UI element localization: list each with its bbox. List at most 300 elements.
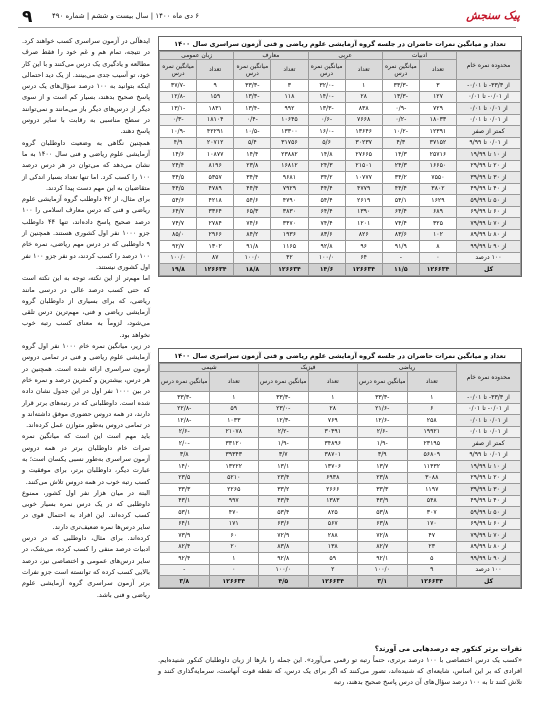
column-header-subject: ریاضی <box>358 364 457 372</box>
table-cell: -۰/۳ <box>160 114 197 126</box>
table-cell: ۳/۸ <box>160 576 210 588</box>
column-header-count: تعداد <box>419 60 456 80</box>
table-cell: -۳۲/۰ <box>308 80 345 92</box>
table-cell: ۱۸/۸ <box>234 264 271 276</box>
table-cell: ۰ <box>209 564 259 576</box>
table-cell: ۴۷۸۹ <box>197 183 234 195</box>
table-cell: ۱۵۹ <box>197 91 234 103</box>
table-cell: -۰/۴ <box>234 114 271 126</box>
table-row <box>160 564 521 576</box>
section-body: «کسب یک درس اختصاصی با ۱۰۰ درصد برتری، حتماً رتبه تو رقمی می‌آورد». این جمله را بارها از زبان داوطلبان کنکور شنیده‌ایم. افرادی که بر این اساس، شایعه‌ای که شنیده‌اند، تصور می‌کنند که اگر برای یک درس، که نقطه قوت آنهاست، سرمایه‌گذاری کنند و تلاش کنند تا به ۱۰۰ درصد سؤال‌های آن درس پاسخ صحیح بدهند، رتبه <box>158 656 522 686</box>
table-row <box>160 91 521 103</box>
table-cell: ۴/۹ <box>160 137 197 149</box>
table-cell: ۲۲۶۵ <box>209 484 259 496</box>
table-row <box>160 403 521 415</box>
table-cell: ۱۰۷۷۷ <box>345 172 382 184</box>
table-cell: ۹۲/۸ <box>259 553 309 565</box>
data-table <box>159 363 521 588</box>
row-range-cell: از ۰/۰۱- تا ۰/۰۱ <box>457 91 521 103</box>
table-cell: ۴۳/۹ <box>358 495 408 507</box>
table-cell: ۲۷۶۶۵ <box>345 149 382 161</box>
page-header <box>0 6 534 28</box>
table-row <box>160 495 521 507</box>
table-row <box>160 438 521 450</box>
table-title: تعداد و میانگین نمرات حاضران در جلسه گروه آزمایشی علوم ریاضی و فنی آزمون سراسری سال ۱۴۰۰ <box>159 349 521 363</box>
table-cell: ۲۴/۴ <box>160 160 197 172</box>
table-cell: ۹۲/۱ <box>358 553 408 565</box>
table-cell: -۳۳/۳ <box>160 392 210 404</box>
table-cell: ۴۳/۴ <box>259 495 309 507</box>
table-cell: - <box>160 564 210 576</box>
table-cell: ۳۴/۴ <box>234 172 271 184</box>
table-cell: ۱۴/۴ <box>234 149 271 161</box>
table-cell: ۸۲۵ <box>308 507 358 519</box>
table-cell: ۱۰۰/۰ <box>358 564 408 576</box>
table-cell: ۰ <box>419 252 456 264</box>
table-cell: ۲۸ <box>308 403 358 415</box>
table-row <box>160 426 521 438</box>
table-cell: ۲۰ <box>209 541 259 553</box>
column-paragraph: البته در میان هزار نفر اول کشور، ممنوع داوطلبی که در یک درس نمره بسیار خوبی کسب کرده‌اند. این افراد به احتمال قوی در سایر درس‌ها نمره ضعیف‌تری دارند. <box>22 488 150 531</box>
row-range-cell: کل <box>457 264 521 276</box>
table-cell: ۵/۶ <box>308 137 345 149</box>
row-range-cell: از ۵۰ تا ۵۹/۹۹ <box>457 507 521 519</box>
row-range-cell: از ۵۰ تا ۵۹/۹۹ <box>457 195 521 207</box>
table-cell: ۷۲/۹ <box>259 530 309 542</box>
table-cell: -۱۴/۰ <box>308 91 345 103</box>
table-cell: ۳۳/۳ <box>160 484 210 496</box>
table-cell: -۱۲/۳ <box>259 415 309 427</box>
table-cell: ۵۴۸ <box>407 495 457 507</box>
table-cell: ۶۴/۱ <box>160 518 210 530</box>
table-cell: ۴۴/۵ <box>160 183 197 195</box>
table-cell: ۳۳/۲ <box>259 484 309 496</box>
table-cell: ۱۳۸ <box>308 541 358 553</box>
table-cell: ۱۳۷۰۶ <box>308 461 358 473</box>
table-cell: ۳۳/۳ <box>358 484 408 496</box>
table-cell: ۸۵/۰ <box>160 229 197 241</box>
table-cell: ۱۰۸۷۷ <box>197 149 234 161</box>
table-cell: ۷۴/۴ <box>382 218 419 230</box>
table-cell: -۰/۶ <box>308 114 345 126</box>
table-cell: ۱۴/۰ <box>160 461 210 473</box>
table-row <box>160 541 521 553</box>
table-cell: ۵ <box>407 553 457 565</box>
table-cell: ۹ <box>407 564 457 576</box>
table-cell: ۲۳/۵ <box>160 472 210 484</box>
column-paragraph: ایدهآلی در آزمون سراسری کسب خواهند کرد. در نتیجه، تمام هم و غم خود را فقط صرف مطالعه و یادگیری یک درس می‌کنند و با این کار خود، تو آسیب جدی می‌بینند. از یک دید احتمالی اینکه بتوانید به ۱۰۰ درصد سؤال‌های یک درس پاسخ صحیح بدهند، بسیار کم است و از سوی دیگر از درس‌های دیگر باز می‌مانند و نمی‌توانند در سطح مناسبی به رقابت با سایر دروس پاسخ دهند. <box>22 37 151 136</box>
table-cell: ۳۴/۲ <box>382 172 419 184</box>
table-cell: -۱۳/۱ <box>160 103 197 115</box>
row-range-cell: ۱۰۰ درصد <box>457 252 521 264</box>
table-cell: ۱۰۳۳ <box>209 415 259 427</box>
table-cell: ۱۴/۸ <box>308 149 345 161</box>
row-range-cell: از ۸۰ تا ۸۹/۹۹ <box>457 229 521 241</box>
table-cell: ۱۰۰/۰ <box>234 252 271 264</box>
table-cell: ۸۷ <box>197 252 234 264</box>
table-cell: -۲/۰ <box>160 438 210 450</box>
table-cell: ۲۳/۸ <box>234 160 271 172</box>
table-cell: -۳۳/۳ <box>234 80 271 92</box>
table-cell: ۷۹۲۹ <box>271 183 308 195</box>
table-cell: ۳ <box>271 80 308 92</box>
table-math-physics-chemistry <box>158 348 522 589</box>
table-row <box>160 461 521 473</box>
table-row <box>160 183 521 195</box>
table-cell: -۳۳/۳ <box>259 392 309 404</box>
column-paragraph: در زیر، میانگین نمره خام ۱۰۰۰ نفر اول گروه آزمایشی علوم ریاضی و فنی در تمامی دروس آزمون سراسری ارائه شده است. همچنین در هر درس، بیشترین و کمترین درصد و نمره خام در بین ۱۰۰۰ نفر اول در این جدول نشان داده شده است. داوطلبانی که در رتبه‌های برتر قرار دارند، در همه دروس حضوری موفق داشته‌اند و در تمامی دروس به‌طور متوازن عمل کرده‌اند. <box>22 342 150 430</box>
table-cell: ۴۴/۴ <box>382 183 419 195</box>
table-cell: ۱۲۳۹۱ <box>419 126 456 138</box>
table-row <box>160 160 521 172</box>
table-literature-arabic-religion-english <box>158 36 522 277</box>
table-cell: ۲۹۶۶ <box>197 229 234 241</box>
table-cell: ۹۱/۹ <box>382 241 419 253</box>
table-cell: ۱۷۰ <box>407 518 457 530</box>
table-row <box>160 80 521 92</box>
table-cell: ۲۸ <box>345 91 382 103</box>
row-range-cell: از ۹۰ تا ۹۹/۹۹ <box>457 553 521 565</box>
table-cell: ۱۲۶۶۳۴ <box>345 264 382 276</box>
table-cell: ۹۲/۸ <box>308 241 345 253</box>
table-cell: ۳۲۵ <box>419 218 456 230</box>
row-range-cell: ۱۰۰ درصد <box>457 564 521 576</box>
table-cell: ۶۴ <box>345 252 382 264</box>
table-cell: ۴۷ <box>407 530 457 542</box>
column-header-average: میانگین نمره درس <box>308 60 345 80</box>
column-paragraph: اما مهم‌تر از این نکته، توجه به این نکته است که حتی کسب درصد عالی در درسی مانند ریاضی، که برای بسیاری از داوطلبان گروه آزمایشی ریاضی و فنی، مهم‌ترین درس تلقی می‌شود، لزوماً به معنای کسب رتبه خوب نخواهد بود. <box>22 274 150 339</box>
table-cell: ۱ <box>209 553 259 565</box>
table-cell: ۳۰۲۳۷ <box>345 137 382 149</box>
table-cell: ۲۷۸۴ <box>197 218 234 230</box>
table-cell: ۷۴/۴ <box>308 218 345 230</box>
column-header-count: تعداد <box>308 372 358 392</box>
table-cell: -۲/۶ <box>160 426 210 438</box>
table-cell: -۱۳/۴ <box>234 103 271 115</box>
table-row <box>160 206 521 218</box>
table-cell: ۵۹ <box>209 403 259 415</box>
table-cell: ۱۲۶۶۳۴ <box>419 264 456 276</box>
table-cell: ۵۴/۴ <box>308 195 345 207</box>
table-cell: -۲/۲ <box>259 426 309 438</box>
table-cell: ۲۱۵۰۱ <box>345 160 382 172</box>
row-range-cell: از ۳۳/۳- تا ۰/۰۱- <box>457 80 521 92</box>
column-paragraph: باید مهم است این است که میانگین نمره تمرات خام داوطلبان برتر در همه دروس آزمون سراسری به‌طور نسبی یکسان است؛ به عبارت دیگر، داوطلبان برتر، برای موفقیت و کسب رتبه خوب در همه دروس تلاش می‌کنند. <box>22 432 150 486</box>
table-cell: ۱۳۶۴۶ <box>345 126 382 138</box>
table-cell: ۱۶۶۵۰ <box>419 160 456 172</box>
table-cell: ۳/۹ <box>358 449 408 461</box>
table-row <box>160 195 521 207</box>
row-range-cell: از ۳۰ تا ۳۹/۹۹ <box>457 484 521 496</box>
table-cell: ۲۳۱۹۵ <box>407 438 457 450</box>
table-cell: ۶۸۹ <box>419 206 456 218</box>
table-row <box>160 114 521 126</box>
table-cell: ۲ <box>308 564 358 576</box>
table-cell: ۷۵۵۰ <box>419 172 456 184</box>
table-cell: ۱ <box>308 392 358 404</box>
table-row <box>160 252 521 264</box>
row-range-cell: از ۸۰ تا ۸۹/۹۹ <box>457 541 521 553</box>
table-row <box>160 472 521 484</box>
table-cell: ۳/۷ <box>259 449 309 461</box>
table-cell: ۳/۱ <box>358 576 408 588</box>
table-row <box>160 149 521 161</box>
table-row <box>160 103 521 115</box>
column-header-subject: معارف <box>234 52 308 60</box>
table-cell: ۴۷۷۹ <box>345 183 382 195</box>
table-cell: ۱۰۶۴۵ <box>271 114 308 126</box>
table-cell: ۳۰۴۹۱ <box>308 426 358 438</box>
table-cell: ۳ <box>419 80 456 92</box>
table-cell: ۱۲۰۱ <box>345 218 382 230</box>
table-cell: ۱۰۲ <box>419 229 456 241</box>
table-cell: -۱۲/۸ <box>160 91 197 103</box>
table-cell: ۵۶۸۰۹ <box>407 449 457 461</box>
table-cell: ۵۴/۱ <box>382 195 419 207</box>
column-paragraph: کرده‌اند. برای مثال، داوطلبی که در درس ادبیات درصد منفی را کسب کرده، می‌شک، در سایر درس‌های عمومی و اختصاصی نیز، درصد بالایی کسب کرده که توانسته است جزو نفرات برتر آزمون سراسری گروه آزمایشی علوم ریاضی و فنی باشد. <box>22 534 150 599</box>
table-cell: ۳۱۷۵۶ <box>271 137 308 149</box>
table-cell: ۶۴/۴ <box>382 206 419 218</box>
left-text-column <box>22 36 150 601</box>
table-cell: ۵۳/۱ <box>160 507 210 519</box>
table-cell: ۱۳۹۰ <box>345 206 382 218</box>
table-cell: ۱۹/۸ <box>160 264 197 276</box>
table-cell: ۱۹۹۲۱ <box>407 426 457 438</box>
table-cell: ۱۲۶۶۳۴ <box>271 264 308 276</box>
table-cell: ۳/۸ <box>160 449 210 461</box>
table-cell: ۳۳۱۲۰ <box>209 438 259 450</box>
row-range-cell: از ۷۰ تا ۷۹/۹۹ <box>457 218 521 230</box>
table-cell: ۵۴/۶ <box>160 195 197 207</box>
column-header-average: میانگین نمره درس <box>160 372 210 392</box>
table-cell: ۶۳/۸ <box>358 518 408 530</box>
table-cell: -۲۱/۶ <box>358 403 408 415</box>
table-row <box>160 518 521 530</box>
table-cell: ۸۱۹۶ <box>197 160 234 172</box>
column-header-average: میانگین نمره درس <box>234 60 271 80</box>
row-range-cell: از ۷۰ تا ۷۹/۹۹ <box>457 530 521 542</box>
table-cell: -۱۲/۶ <box>358 415 408 427</box>
table-cell: ۵۶۷ <box>308 518 358 530</box>
table-cell: ۱۳۰۲ <box>197 241 234 253</box>
row-range-cell: از ۴۰ تا ۴۹/۹۹ <box>457 495 521 507</box>
row-range-cell: کمتر از صفر <box>457 438 521 450</box>
row-range-cell: از ۰/۰۱ تا ۹/۹۹ <box>457 449 521 461</box>
table-cell: ۲۳/۸ <box>358 472 408 484</box>
table-cell: ۷۲/۸ <box>358 530 408 542</box>
row-range-cell: از ۰/۰۱ تا ۰/۰۱ <box>457 426 521 438</box>
table-cell: ۶۴/۷ <box>160 206 197 218</box>
column-header-subject: عربی <box>308 52 382 60</box>
table-cell: ۱۱۴۳۲ <box>407 461 457 473</box>
row-range-cell: از ۰/۰۱ تا ۰/۰۱ <box>457 415 521 427</box>
table-cell: -۳۳/۳ <box>358 392 408 404</box>
table-cell: ۵۳۵۷ <box>197 172 234 184</box>
table-cell: ۶۰ <box>209 530 259 542</box>
table-cell: ۱۶۲۹ <box>419 195 456 207</box>
table-cell: ۱۳/۷ <box>358 461 408 473</box>
table-cell: ۶ <box>407 403 457 415</box>
table-cell: ۸۳/۸ <box>259 541 309 553</box>
table-cell: ۸۳/۶ <box>382 229 419 241</box>
table-cell: ۱۹۳۶ <box>271 229 308 241</box>
column-header-range: محدوده نمره خام <box>457 52 521 80</box>
table-cell: ۱۸۰۳۳ <box>419 114 456 126</box>
table-row <box>160 530 521 542</box>
table-cell: ۴۲ <box>271 252 308 264</box>
table-cell: ۱۳/۱ <box>259 461 309 473</box>
table-cell: ۲۴/۳ <box>382 160 419 172</box>
table-cell: ۳۸۳۰ <box>271 206 308 218</box>
table-cell: ۳۰۷ <box>407 507 457 519</box>
table-cell: ۱۴/۶ <box>308 264 345 276</box>
data-table <box>159 51 521 276</box>
table-row <box>160 241 521 253</box>
table-cell: ۹۲/۴ <box>160 553 210 565</box>
table-cell: ۱۷۱ <box>209 518 259 530</box>
table-cell: ۵۹ <box>308 553 358 565</box>
table-cell: ۳۹۳۴۳ <box>209 449 259 461</box>
table-cell: -۲/۶ <box>358 426 408 438</box>
table-cell: ۶۴/۴ <box>308 206 345 218</box>
table-cell: ۴۲۲۹۱ <box>197 126 234 138</box>
table-cell: ۷۶۶۸ <box>345 114 382 126</box>
column-header-average: میانگین نمره درس <box>382 60 419 80</box>
row-range-cell: از ۱۰ تا ۱۹/۹۹ <box>457 149 521 161</box>
table-cell: ۱۲۶۶۳۴ <box>308 576 358 588</box>
row-range-cell: از ۳۰ تا ۳۹/۹۹ <box>457 172 521 184</box>
row-range-cell: از ۰/۰۱- تا ۰/۰۱ <box>457 403 521 415</box>
column-header-subject: ادبیات <box>382 52 456 60</box>
table-cell: ۲۸۸ <box>308 530 358 542</box>
table-row <box>160 553 521 565</box>
table-cell: ۹۶۸۱ <box>271 172 308 184</box>
table-cell: -۱/۹ <box>259 438 309 450</box>
table-cell: ۲۵۷۱۶ <box>419 149 456 161</box>
row-range-cell: از ۲۰ تا ۲۹/۹۹ <box>457 472 521 484</box>
table-cell: ۱۳۳۰۰ <box>271 126 308 138</box>
question-section <box>158 644 522 688</box>
table-cell: ۵۳/۴ <box>259 507 309 519</box>
table-row <box>160 449 521 461</box>
table-cell: ۲۴/۳ <box>308 160 345 172</box>
table-cell: -۱۳/۳ <box>308 103 345 115</box>
table-cell: ۱۳۸۳ <box>308 495 358 507</box>
table-cell: ۱۳۲۲۲ <box>209 461 259 473</box>
table-title: تعداد و میانگین نمرات حاضران در جلسه گروه آزمایشی علوم ریاضی و فنی آزمون سراسری سال ۱۴۰۰ <box>159 37 521 51</box>
table-cell: ۹۱/۸ <box>234 241 271 253</box>
table-cell: ۴۷۹۰ <box>271 195 308 207</box>
table-cell: ۱۲۷ <box>419 91 456 103</box>
table-cell: ۲۰۷۱۲ <box>197 137 234 149</box>
table-cell: ۱۲۶۶۳۴ <box>197 264 234 276</box>
table-cell: ۵۲۱۰ <box>209 472 259 484</box>
table-cell: ۳۴۷۰ <box>271 218 308 230</box>
table-cell: ۸۳/۶ <box>308 229 345 241</box>
table-cell: ۱۰۰/۰ <box>259 564 309 576</box>
table-cell: ۱۱۸ <box>271 91 308 103</box>
column-header-range: محدوده نمره خام <box>457 364 521 392</box>
row-range-cell: از ۹۰ تا ۹۹/۹۹ <box>457 241 521 253</box>
table-cell: -۱/۹ <box>358 438 408 450</box>
column-header-subject: فیزیک <box>259 364 358 372</box>
table-cell: ۳۷۱۵۲ <box>419 137 456 149</box>
table-cell: ۶۳/۶ <box>259 518 309 530</box>
table-cell: -۱۶/۰ <box>308 126 345 138</box>
column-header-average: میانگین نمره درس <box>358 372 408 392</box>
table-cell: -۳۳/۳ <box>382 80 419 92</box>
table-cell: -۱۰/۹ <box>160 126 197 138</box>
table-row <box>160 392 521 404</box>
table-cell: ۲۱۰۷۸ <box>209 426 259 438</box>
table-cell: ۲۵۸ <box>407 415 457 427</box>
table-cell: ۱۲۶۶۳۴ <box>209 576 259 588</box>
table-cell: -۱۰/۵ <box>234 126 271 138</box>
table-cell: ۱۰۰/۰ <box>160 252 197 264</box>
header-divider <box>18 27 516 28</box>
table-cell: ۱۸۳۱ <box>197 103 234 115</box>
table-cell: ۵۳/۸ <box>358 507 408 519</box>
issue-info: ۶ دی ماه ۱۴۰۰ | سال بیست و ششم | شماره ۴۹۰ <box>52 12 199 20</box>
table-cell: -۲۳/۰ <box>259 403 309 415</box>
column-paragraph: همچنین نگاهی به وضعیت داوطلبان گروه آزمایشی علوم ریاضی و فنی سال ۱۴۰۰ به ما نشان می‌دهد که می‌توان در هر درس درصد ۱۰۰ را کسب کرد. اما تنها تعداد بسیار اندکی از متقاضیان به این مهم دست پیدا کردند. <box>22 138 150 192</box>
table-row <box>160 264 521 276</box>
table-cell: ۸۲/۴ <box>160 541 210 553</box>
table-cell: ۸۴/۲ <box>234 229 271 241</box>
table-cell: ۱۰۰/۰ <box>308 252 345 264</box>
column-paragraph: برای مثال، از ۴۲ داوطلب گروه آزمایشی علوم ریاضی و فنی که درس معارف اسلامی را ۱۰۰ درصد صحیح پاسخ داده‌اند، تنها ۴۴ داوطلب جزو ۱۰۰۰ نفر اول کشوری هستند. همچنین از ۹ داوطلبی که در درس مهم ریاضی، نمره خام ۱۰۰ درصد را کسب کردند، دو نفر جزو ۱۰۰ نفر اول کشوری نیستند. <box>22 195 150 271</box>
table-cell: ۱ <box>209 392 259 404</box>
table-cell: ۹۲/۷ <box>160 241 197 253</box>
row-range-cell: از ۳۳/۳- تا ۰/۰۱- <box>457 392 521 404</box>
table-cell: ۸ <box>419 241 456 253</box>
row-range-cell: از ۰/۰۱ تا ۰/۰۱ <box>457 114 521 126</box>
table-cell: ۴۷۰ <box>209 507 259 519</box>
table-cell: ۳۰۸۸ <box>407 472 457 484</box>
row-range-cell: از ۰/۰۱ تا ۰/۰۱ <box>457 103 521 115</box>
table-row <box>160 484 521 496</box>
row-range-cell: کمتر از صفر <box>457 126 521 138</box>
row-range-cell: از ۶۰ تا ۶۹/۹۹ <box>457 518 521 530</box>
table-cell: ۵۴/۶ <box>234 195 271 207</box>
table-cell: ۴۴/۴ <box>234 183 271 195</box>
table-row <box>160 415 521 427</box>
table-cell: ۱۴/۳ <box>382 149 419 161</box>
column-header-average: میانگین نمره درس <box>160 60 197 80</box>
table-cell: -۱۳/۳ <box>234 91 271 103</box>
table-cell: ۷۴/۶ <box>234 218 271 230</box>
row-range-cell: کل <box>457 576 521 588</box>
table-cell: ۳۸۷۰۱ <box>308 449 358 461</box>
table-cell: ۹۶ <box>345 241 382 253</box>
column-header-count: تعداد <box>407 372 457 392</box>
row-range-cell: از ۴۰ تا ۴۹/۹۹ <box>457 183 521 195</box>
table-cell: ۹ <box>197 80 234 92</box>
table-cell: ۸۲/۷ <box>358 541 408 553</box>
row-range-cell: از ۰/۰۱ تا ۹/۹۹ <box>457 137 521 149</box>
table-cell: ۳۴/۲ <box>308 172 345 184</box>
row-range-cell: از ۶۰ تا ۶۹/۹۹ <box>457 206 521 218</box>
section-title: نفرات برتر کنکور چه درصدهایی می آورند؟ <box>374 645 522 653</box>
table-cell: ۹۹۲ <box>271 103 308 115</box>
column-header-subject: شیمی <box>160 364 259 372</box>
table-cell: ۱۶۸۱۲ <box>271 160 308 172</box>
table-row <box>160 126 521 138</box>
table-cell: ۱۴/۶ <box>160 149 197 161</box>
table-cell: -۲۲/۸ <box>160 403 210 415</box>
page-number: ۹ <box>22 7 33 27</box>
table-cell: -۰/۲ <box>382 114 419 126</box>
